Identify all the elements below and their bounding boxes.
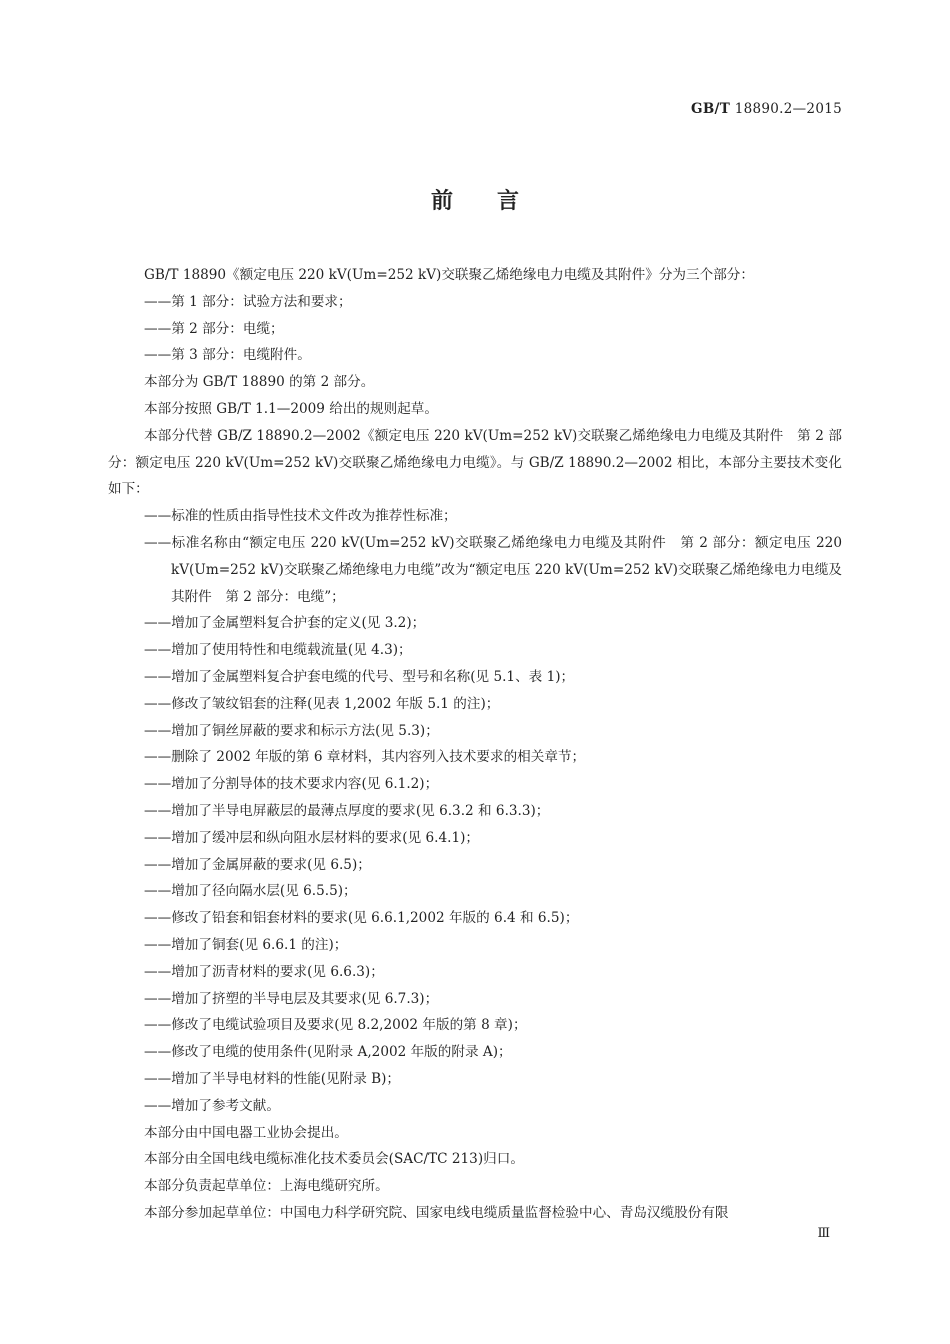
standard-code: 18890.2—2015	[734, 101, 842, 117]
list-item: ——修改了皱纹铝套的注释(见表 1,2002 年版 5.1 的注)；	[144, 695, 500, 712]
standard-prefix: GB/T	[690, 101, 731, 117]
proposed-by-paragraph: 本部分由中国电器工业协会提出。	[144, 1124, 348, 1141]
list-item: ——增加了挤塑的半导电层及其要求(见 6.7.3)；	[144, 990, 439, 1007]
replaces-paragraph: 本部分代替 GB/Z 18890.2—2002《额定电压 220 kV(Um=252 kV)交联聚乙烯绝缘电力电缆及其附件 第 2 部分：额定电压 220 kV(Um=252 kV)交联聚乙烯绝缘电力电缆》。与 GB/Z 18890.2—2002 相比，本部分主要技术变化如下：	[108, 427, 842, 498]
list-item: ——增加了金属屏蔽的要求(见 6.5)；	[144, 856, 371, 873]
list-item: ——修改了电缆试验项目及要求(见 8.2,2002 年版的第 8 章)；	[144, 1017, 527, 1034]
intro-paragraph: GB/T 18890《额定电压 220 kV(Um=252 kV)交联聚乙烯绝缘电力电缆及其附件》分为三个部分：	[144, 267, 754, 283]
list-item: ——第 3 部分：电缆附件。	[144, 347, 311, 364]
list-item: ——增加了半导电屏蔽层的最薄点厚度的要求(见 6.3.2 和 6.3.3)；	[144, 802, 550, 819]
drafting-rule-paragraph: 本部分按照 GB/T 1.1—2009 给出的规则起草。	[144, 400, 438, 417]
list-item: ——增加了径向隔水层(见 6.5.5)；	[144, 883, 357, 900]
list-item: ——增加了缓冲层和纵向阻水层材料的要求(见 6.4.1)；	[144, 829, 479, 846]
standard-number	[691, 101, 842, 117]
list-item: ——增加了半导电材料的性能(见附录 B)；	[144, 1070, 401, 1087]
list-item: ——增加了参考文献。	[144, 1097, 280, 1114]
page-title: 前言	[430, 189, 563, 214]
page-number: Ⅲ	[817, 1226, 830, 1241]
list-item: ——标准名称由“额定电压 220 kV(Um=252 kV)交联聚乙烯绝缘电力电缆及其附件 第 2 部分：额定电压 220 kV(Um=252 kV)交联聚乙烯绝缘电力电缆”改为“额定电压 220 kV(Um=252 kV)交联聚乙烯绝缘电力电缆及其附件 第 2 部分：电缆”；	[144, 534, 842, 605]
list-item: ——第 2 部分：电缆；	[144, 320, 284, 337]
list-item: ——增加了沥青材料的要求(见 6.6.3)；	[144, 963, 384, 980]
list-item: ——修改了铅套和铝套材料的要求(见 6.6.1,2002 年版的 6.4 和 6.5)；	[144, 910, 579, 927]
list-item: ——增加了铜套(见 6.6.1 的注)；	[144, 936, 348, 953]
document-body	[108, 262, 842, 1227]
list-item: ——标准的性质由指导性技术文件改为推荐性标准；	[144, 508, 457, 525]
list-item: ——第 1 部分：试验方法和要求；	[144, 293, 352, 310]
this-part-paragraph: 本部分为 GB/T 18890 的第 2 部分。	[144, 374, 375, 391]
list-item: ——增加了分割导体的技术要求内容(见 6.1.2)；	[144, 776, 439, 793]
list-item: ——增加了铜丝屏蔽的要求和标示方法(见 5.3)；	[144, 722, 439, 739]
responsible-drafter-paragraph: 本部分负责起草单位：上海电缆研究所。	[144, 1178, 389, 1195]
list-item: ——增加了金属塑料复合护套的定义(见 3.2)；	[144, 615, 426, 632]
list-item: ——增加了金属塑料复合护套电缆的代号、型号和名称(见 5.1、表 1)；	[144, 668, 575, 685]
list-item: ——增加了使用特性和电缆载流量(见 4.3)；	[144, 642, 412, 659]
list-item: ——修改了电缆的使用条件(见附录 A,2002 年版的附录 A)；	[144, 1044, 512, 1061]
jurisdiction-paragraph: 本部分由全国电线电缆标准化技术委员会(SAC/TC 213)归口。	[144, 1151, 524, 1168]
list-item: ——删除了 2002 年版的第 6 章材料，其内容列入技术要求的相关章节；	[144, 749, 586, 766]
participating-drafters-paragraph: 本部分参加起草单位：中国电力科学研究院、国家电线电缆质量监督检验中心、青岛汉缆股份有限	[144, 1204, 729, 1221]
